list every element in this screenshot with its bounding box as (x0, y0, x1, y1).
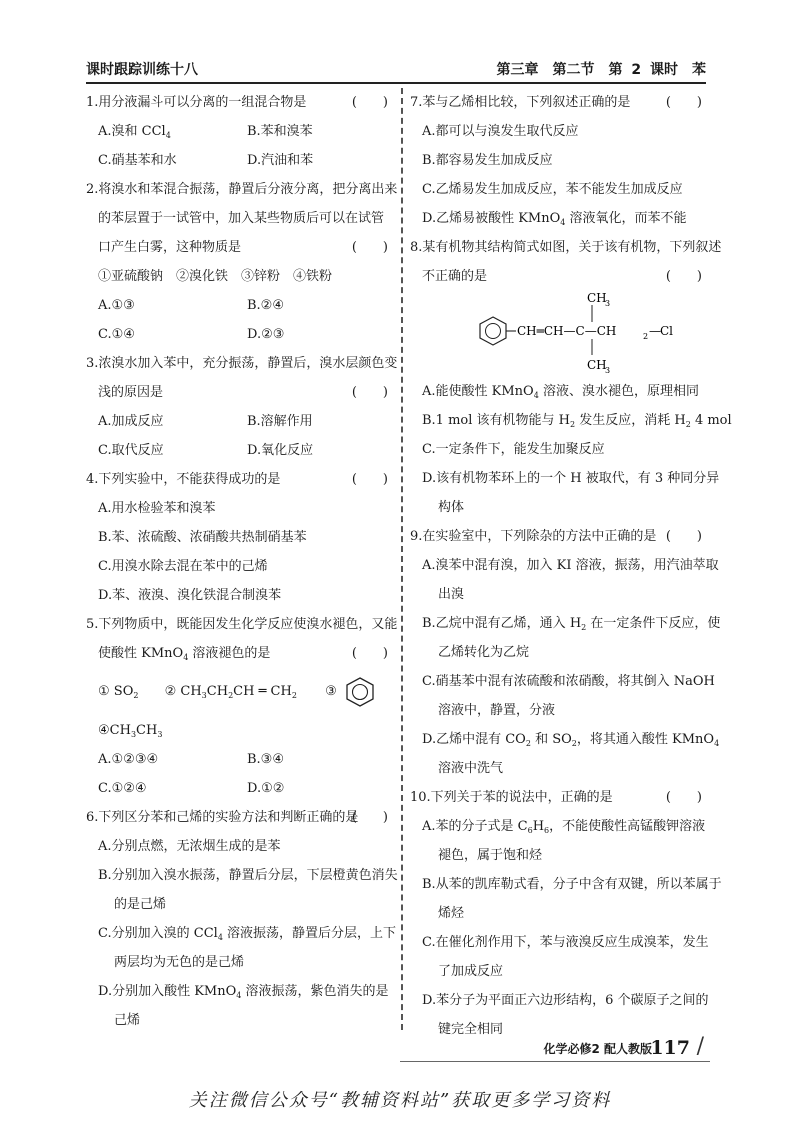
text-line (410, 464, 720, 493)
line-text: 的是己烯 (114, 897, 167, 912)
line-text: A.都可以与溴发生取代反应 (422, 124, 579, 139)
text-line (410, 551, 719, 580)
text-line (86, 262, 396, 291)
text-line (410, 117, 710, 146)
sub: 2 (133, 691, 139, 700)
line-text: C.用溴水除去混在苯中的己烯 (98, 559, 268, 574)
line-text: 7.苯与乙烯相比较，下列叙述正确的是 (410, 95, 631, 110)
line-text: 了加成反应 (438, 964, 504, 979)
option-a (98, 320, 247, 349)
text-line (410, 725, 720, 754)
line-text: 构体 (438, 500, 465, 515)
line-text: 溶液氧化，而苯不能 (565, 211, 687, 226)
text-line (86, 378, 396, 407)
sub: 3 (130, 730, 137, 739)
line-text: 10.下列关于苯的说法中，正确的是 (410, 790, 613, 805)
line-text: B.1 mol 该有机物能与 H (422, 413, 571, 428)
option-row (86, 436, 396, 465)
text-line (410, 696, 710, 725)
option-row (86, 146, 396, 175)
text-line (410, 783, 710, 812)
line-text: 在一定条件下反应，使 (586, 616, 721, 631)
option-a (98, 407, 247, 436)
option-text: A.溴和 CCl (98, 124, 166, 139)
text-line (86, 233, 396, 262)
line-text: 两层均为无色的是己烯 (114, 955, 245, 970)
exercise-title: 课时跟踪训练十八 (86, 62, 198, 78)
line-text: 的苯层置于一试管中，加入某些物质后可以在试管 (98, 211, 385, 226)
option-text: C.①②④ (98, 781, 147, 796)
line-text: 溶液振荡，静置后分层，上下 (222, 926, 397, 941)
sub: 4 (165, 131, 171, 140)
line-text: ，将其通入酸性 KMnO (576, 732, 715, 747)
structure-diagram (410, 291, 710, 377)
line-text: A.分别点燃，无浓烟生成的是苯 (98, 839, 281, 854)
line-text: ①亚硫酸钠 ②溴化铁 ③锌粉 ④铁粉 (98, 269, 333, 284)
sub: 3 (605, 299, 611, 308)
line-text: 浅的原因是 (98, 385, 164, 400)
line-text: 乙烯转化为乙烷 (438, 645, 530, 660)
text-line (86, 1006, 396, 1035)
text-line (86, 494, 396, 523)
sub: 4 (217, 933, 223, 942)
line-text: H (532, 819, 545, 834)
line-text: B.乙烷中混有乙烯，通入 H (422, 616, 582, 631)
line-text: 4 mol (690, 413, 732, 428)
option-text: C.取代反应 (98, 443, 164, 458)
sub: 3 (201, 691, 207, 700)
option-text: A.加成反应 (98, 414, 164, 429)
sub: 4 (714, 739, 720, 748)
line-text: 溶液振荡，紫色消失的是 (241, 984, 389, 999)
text-line (410, 986, 710, 1015)
sub: 2 (228, 691, 234, 700)
line-text: B.分别加入溴水振荡，静置后分层，下层橙黄色消失 (98, 868, 398, 883)
chain-text: CH═CH—C—CH (517, 324, 617, 338)
line-text: 褪色，属于饱和烃 (438, 848, 543, 863)
text-line (410, 754, 710, 783)
option-row (86, 320, 396, 349)
text-line (410, 841, 710, 870)
line-text: B.从苯的凯库勒式看，分子中含有双键，所以苯属于 (422, 877, 722, 892)
line-text: C.一定条件下，能发生加聚反应 (422, 442, 605, 457)
line-text: 发生反应，消耗 H (575, 413, 686, 428)
line-text: 5.下列物质中，既能因发生化学反应使溴水褪色，又能 (86, 617, 398, 632)
line-text: C.分别加入溴的 CCl (98, 926, 218, 941)
line-text: A.苯的分子式是 C (422, 819, 528, 834)
option-b: B.苯和溴苯 (247, 124, 313, 139)
option-text: A.①②③④ (98, 752, 159, 767)
text-line (86, 204, 396, 233)
right-column (410, 88, 732, 1044)
text-line (86, 639, 396, 668)
line-text: 2.将溴水和苯混合振荡，静置后分液分离，把分离出来 (86, 182, 398, 197)
q5-option-2: ② CH (164, 684, 202, 699)
sub: 2 (571, 739, 577, 748)
option-a (98, 745, 247, 774)
answer-paren: ( ) (351, 646, 388, 661)
option-b: B.溶解作用 (247, 414, 313, 429)
page-slash: / (696, 1034, 704, 1059)
option-text: C.硝基苯和水 (98, 153, 177, 168)
sub: 4 (560, 218, 566, 227)
sub: 3 (157, 730, 163, 739)
option-b: D.①② (247, 781, 285, 796)
page-number: 117 (650, 1037, 690, 1059)
bond: — (649, 324, 661, 338)
text-line (86, 861, 396, 890)
text-line (410, 609, 721, 638)
answer-paren: ( ) (351, 810, 388, 825)
line-text: A.用水检验苯和溴苯 (98, 501, 216, 516)
text-line (86, 919, 396, 948)
page-header (86, 58, 706, 84)
line-text: C.硝基苯中混有浓硫酸和浓硝酸，将其倒入 NaOH (422, 674, 715, 689)
text-line (86, 465, 396, 494)
line-text: 溶液褪色的是 (188, 646, 271, 661)
line-text: 9.在实验室中，下列除杂的方法中正确的是 (410, 529, 657, 544)
text-line (410, 88, 710, 117)
chapter-section: 第三章 第二节 第 2 课时 苯 (496, 62, 706, 78)
text-line (410, 870, 722, 899)
q5-option-2-part: CH ═ CH (233, 684, 292, 699)
answer-paren: ( ) (665, 269, 702, 284)
option-b: D.汽油和苯 (247, 153, 314, 168)
option-a (98, 117, 247, 146)
footer-rule (400, 1061, 710, 1062)
left-column (86, 88, 396, 1035)
text-line (410, 928, 710, 957)
text-line (410, 638, 710, 667)
page-footer (400, 1036, 710, 1062)
line-text: 溶液中洗气 (438, 761, 504, 776)
header-rule (86, 82, 706, 84)
text-line (410, 377, 710, 406)
sub: 2 (525, 739, 531, 748)
sub: 6 (544, 826, 550, 835)
answer-paren: ( ) (351, 385, 388, 400)
line-text: 使酸性 KMnO (98, 646, 184, 661)
text-line (86, 88, 396, 117)
line-text: D.分别加入酸性 KMnO (98, 984, 237, 999)
text-line (86, 890, 396, 919)
structure-formula (410, 291, 710, 377)
text-line (410, 899, 710, 928)
q5-option-4-row (86, 716, 396, 745)
line-text: 4.下列实验中，不能获得成功的是 (86, 472, 281, 487)
sub: 4 (183, 653, 189, 662)
line-text: D.乙烯易被酸性 KMnO (422, 211, 561, 226)
line-text: 1.用分液漏斗可以分离的一组混合物是 (86, 95, 307, 110)
option-row (86, 291, 396, 320)
text-line (86, 349, 396, 378)
option-row (86, 774, 396, 803)
text-line (410, 406, 732, 435)
line-text: 口产生白雾，这种物质是 (98, 240, 242, 255)
sub: 4 (236, 991, 242, 1000)
text-line (410, 435, 710, 464)
sub: 2 (570, 420, 576, 429)
option-text: C.①④ (98, 327, 135, 342)
text-line (410, 175, 710, 204)
line-text: D.该有机物苯环上的一个 H 被取代，有 3 种同分异 (422, 471, 720, 486)
text-line (410, 493, 710, 522)
text-line (86, 832, 396, 861)
sub: 2 (643, 332, 649, 341)
q5-option-4-part: CH (136, 723, 158, 738)
chlorine-label: Cl (660, 324, 674, 338)
line-text: D.苯分子为平面正六边形结构，6 个碳原子之间的 (422, 993, 709, 1008)
q5-option-4: ④CH (98, 723, 131, 738)
q5-options-row (86, 668, 396, 716)
sub: 2 (581, 623, 587, 632)
q5-option-3: ③ (325, 684, 337, 699)
line-text: D.苯、液溴、溴化铁混合制溴苯 (98, 588, 282, 603)
line-text: C.乙烯易发生加成反应，苯不能发生加成反应 (422, 182, 683, 197)
text-line (86, 948, 396, 977)
bottom-methyl: CH (587, 358, 607, 372)
book-title: 化学必修2 配人教版 (543, 1042, 652, 1056)
text-line (86, 523, 396, 552)
sub: 3 (605, 366, 611, 375)
answer-paren: ( ) (351, 95, 388, 110)
line-text: 己烯 (114, 1013, 141, 1028)
sub: 6 (527, 826, 533, 835)
text-line (410, 957, 710, 986)
option-b: B.②④ (247, 298, 284, 313)
option-a (98, 436, 247, 465)
line-text: 不正确的是 (422, 269, 488, 284)
option-row (86, 407, 396, 436)
option-a (98, 146, 247, 175)
text-line (86, 175, 396, 204)
text-line (86, 977, 396, 1006)
option-row (86, 117, 396, 146)
option-row (86, 745, 396, 774)
option-b: D.氧化反应 (247, 443, 314, 458)
text-line (86, 552, 396, 581)
text-line (410, 812, 710, 841)
answer-paren: ( ) (665, 790, 702, 805)
top-methyl: CH (587, 291, 607, 305)
sub: 2 (291, 691, 297, 700)
q5-option-1: ① SO (98, 684, 134, 699)
answer-paren: ( ) (665, 95, 702, 110)
option-b: D.②③ (247, 327, 285, 342)
line-text: 8.某有机物其结构简式如图，关于该有机物，下列叙述 (410, 240, 722, 255)
sub: 2 (685, 420, 691, 429)
text-line (410, 146, 710, 175)
sub: 4 (533, 391, 539, 400)
watermark: 关注微信公众号“教辅资料站”获取更多学习资料 (188, 1090, 612, 1111)
text-line (410, 204, 710, 233)
answer-paren: ( ) (351, 472, 388, 487)
answer-paren: ( ) (665, 529, 702, 544)
line-text: 溶液、溴水褪色，原理相同 (538, 384, 699, 399)
line-text: A.能使酸性 KMnO (422, 384, 534, 399)
answer-paren: ( ) (351, 240, 388, 255)
line-text: 6.下列区分苯和己烯的实验方法和判断正确的是 (86, 810, 359, 825)
option-a (98, 774, 247, 803)
line-text: 和 SO (530, 732, 572, 747)
line-text: 键完全相同 (438, 1022, 504, 1037)
benzene-ring-icon (345, 676, 375, 708)
line-text: 3.浓溴水加入苯中，充分振荡，静置后，溴水层颜色变 (86, 356, 398, 371)
text-line (410, 580, 710, 609)
text-line (410, 262, 710, 291)
text-line (86, 610, 396, 639)
text-line (410, 522, 710, 551)
line-text: 溶液中，静置，分液 (438, 703, 556, 718)
text-line (86, 581, 396, 610)
text-line (410, 667, 715, 696)
line-text: 烯烃 (438, 906, 465, 921)
line-text: 出溴 (438, 587, 465, 602)
line-text: B.都容易发生加成反应 (422, 153, 553, 168)
text-line (86, 803, 396, 832)
line-text: C.在催化剂作用下，苯与液溴反应生成溴苯，发生 (422, 935, 709, 950)
option-b: B.③④ (247, 752, 284, 767)
option-a (98, 291, 247, 320)
line-text: A.溴苯中混有溴，加入 KI 溶液，振荡，用汽油萃取 (422, 558, 719, 573)
q5-option-2-part: CH (206, 684, 229, 699)
line-text: D.乙烯中混有 CO (422, 732, 526, 747)
line-text: B.苯、浓硫酸、浓硝酸共热制硝基苯 (98, 530, 307, 545)
option-text: A.①③ (98, 298, 135, 313)
text-line (410, 233, 722, 262)
line-text: ，不能使酸性高锰酸钾溶液 (549, 819, 706, 834)
column-divider (401, 88, 403, 1030)
